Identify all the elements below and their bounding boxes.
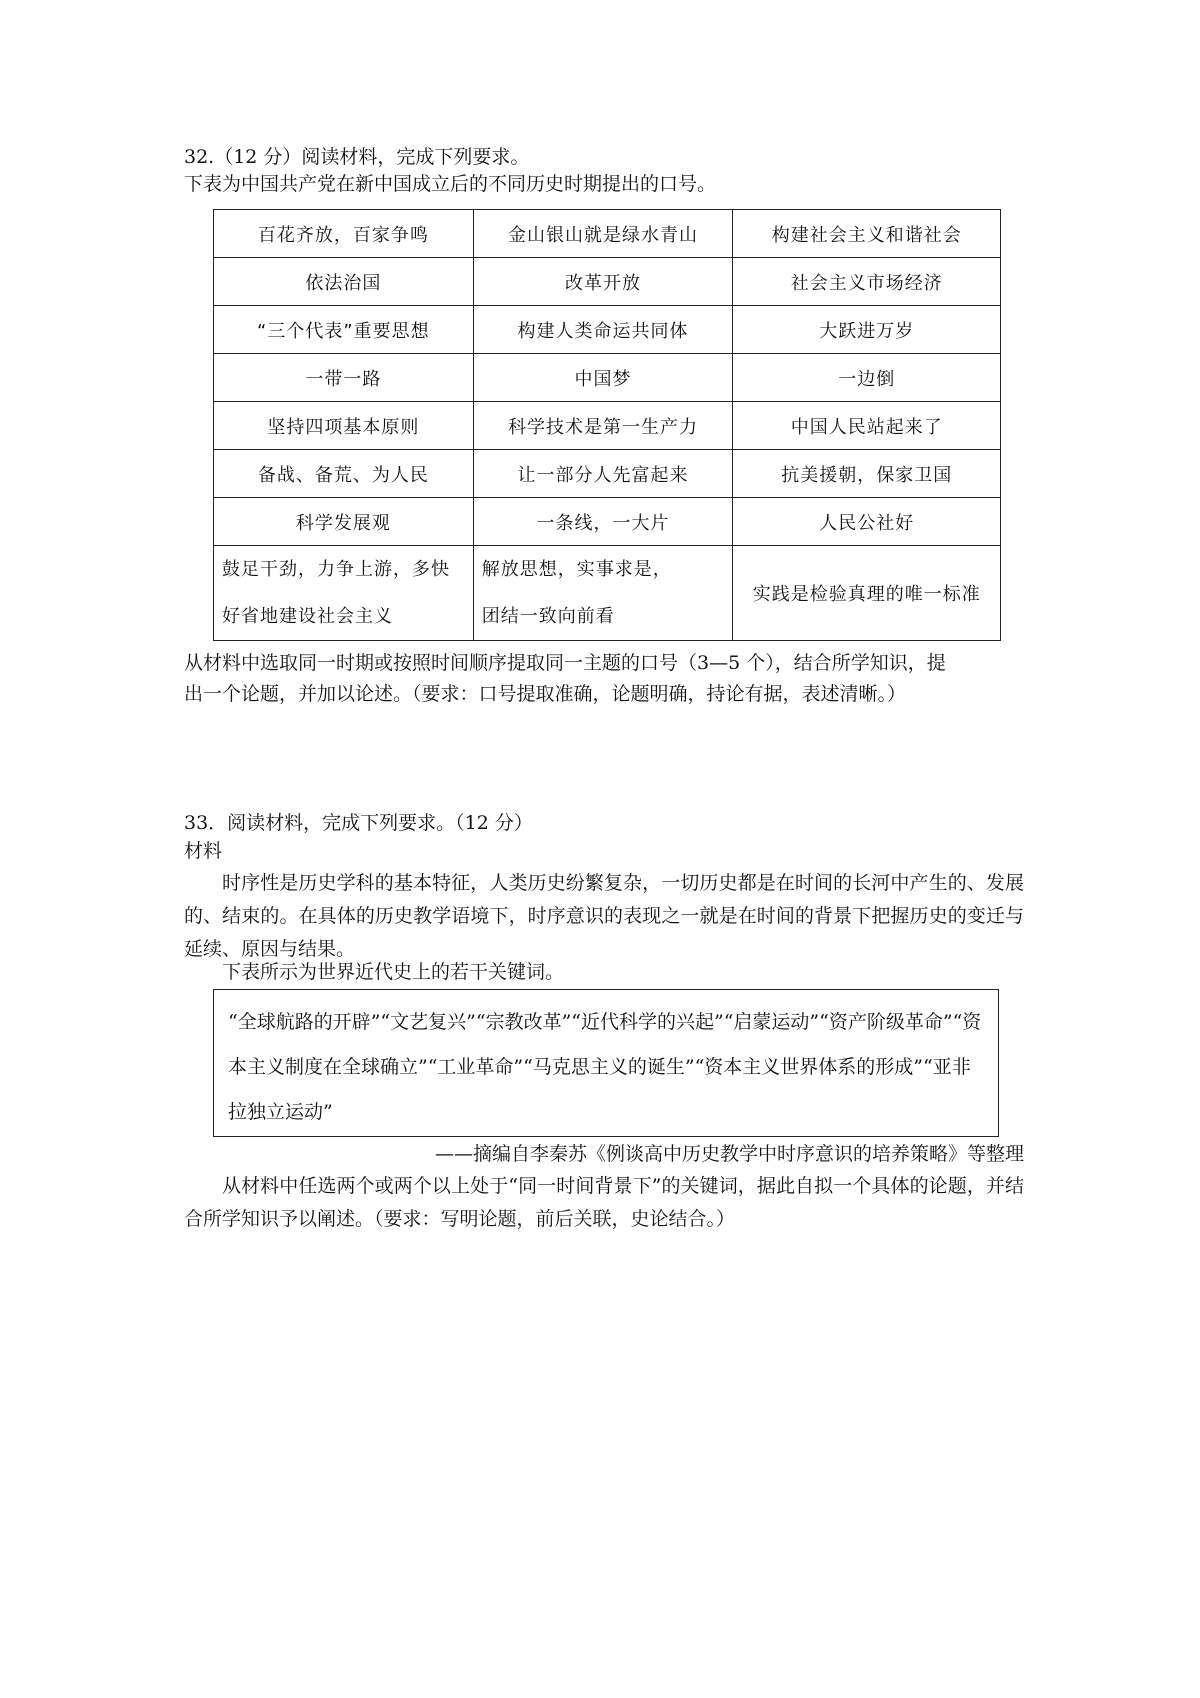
table-cell: 中国人民站起来了	[733, 402, 1001, 450]
slogan-table	[213, 209, 1001, 641]
q33-source: ——摘编自李秦苏《例谈高中历史教学中时序意识的培养策略》等整理	[434, 1143, 1024, 1165]
q32-requirement-line1: 从材料中选取同一时期或按照时间顺序提取同一主题的口号（3—5 个），结合所学知识，提	[184, 652, 946, 674]
table-cell: 科学技术是第一生产力	[473, 402, 733, 450]
table-cell: 百花齐放，百家争鸣	[214, 210, 474, 258]
table-row	[214, 450, 1001, 498]
q33-heading: 33．阅读材料，完成下列要求。（12 分）	[184, 812, 533, 834]
table-cell: 一带一路	[214, 354, 474, 402]
q32-heading: 32.（12 分）阅读材料，完成下列要求。	[184, 146, 530, 168]
q33-requirement: 从材料中任选两个或两个以上处于“同一时间背景下”的关键词，据此自拟一个具体的论题，并结合所学知识予以阐述。（要求：写明论题，前后关联，史论结合。）	[184, 1175, 1024, 1230]
q33-material-label: 材料	[184, 840, 223, 862]
table-cell	[473, 546, 733, 641]
table-row	[214, 402, 1001, 450]
table-cell: “三个代表”重要思想	[214, 306, 474, 354]
table-cell: 中国梦	[473, 354, 733, 402]
table-row-last	[214, 546, 1001, 641]
cell-line: 解放思想，实事求是，	[481, 559, 672, 580]
table-cell: 构建社会主义和谐社会	[733, 210, 1001, 258]
cell-line: 团结一致向前看	[481, 606, 615, 627]
table-cell: 抗美援朝，保家卫国	[733, 450, 1001, 498]
table-cell: 构建人类命运共同体	[473, 306, 733, 354]
table-cell: 一边倒	[733, 354, 1001, 402]
table-cell: 大跃进万岁	[733, 306, 1001, 354]
table-cell: 改革开放	[473, 258, 733, 306]
table-cell: 备战、备荒、为人民	[214, 450, 474, 498]
table-row	[214, 210, 1001, 258]
q32-requirement-line2: 出一个论题，并加以论述。（要求：口号提取准确，论题明确，持论有据，表述清晰。）	[184, 683, 907, 705]
q32-intro: 下表为中国共产党在新中国成立后的不同历史时期提出的口号。	[184, 173, 717, 195]
table-row	[214, 306, 1001, 354]
table-row	[214, 498, 1001, 546]
table-row	[214, 258, 1001, 306]
table-cell: 依法治国	[214, 258, 474, 306]
table-cell: 社会主义市场经济	[733, 258, 1001, 306]
q33-paragraph-2: 下表所示为世界近代史上的若干关键词。	[222, 961, 565, 983]
table-cell	[214, 546, 474, 641]
table-cell: 坚持四项基本原则	[214, 402, 474, 450]
table-cell: 人民公社好	[733, 498, 1001, 546]
table-cell: 实践是检验真理的唯一标准	[733, 546, 1001, 641]
table-cell: 金山银山就是绿水青山	[473, 210, 733, 258]
table-cell: 一条线，一大片	[473, 498, 733, 546]
table-cell: 科学发展观	[214, 498, 474, 546]
cell-line: 好省地建设社会主义	[222, 606, 393, 627]
q33-paragraph-1: 时序性是历史学科的基本特征，人类历史纷繁复杂，一切历史都是在时间的长河中产生的、发展的、结束的。在具体的历史教学语境下，时序意识的表现之一就是在时间的背景下把握历史的变迁与延续、原因与结果。	[184, 872, 1024, 960]
keyword-box: “全球航路的开辟”“文艺复兴”“宗教改革”“近代科学的兴起”“启蒙运动”“资产阶级革命”“资本主义制度在全球确立”“工业革命”“马克思主义的诞生”“资本主义世界体系的形成”“亚非拉独立运动”	[213, 989, 999, 1137]
table-row	[214, 354, 1001, 402]
slogan-table-body	[214, 210, 1001, 641]
table-cell: 让一部分人先富起来	[473, 450, 733, 498]
cell-line: 鼓足干劲，力争上游，多快	[222, 559, 450, 580]
